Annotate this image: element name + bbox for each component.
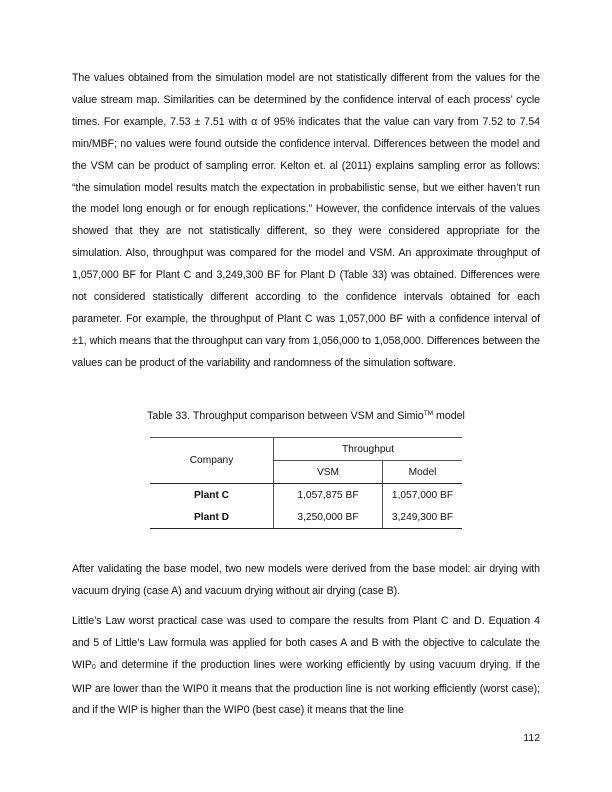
body-text-lower	[72, 559, 540, 722]
header-model: Model	[383, 461, 463, 484]
cell-company: Plant D	[150, 506, 274, 529]
caption-end: model	[433, 410, 465, 422]
cell-model: 3,249,300 BF	[383, 506, 463, 529]
header-throughput: Throughput	[274, 438, 463, 461]
littles-law-text-b: and determine if the production lines were working efficiently by using vacuum drying. If the WIP are lower than the WIP0 it means that the production line is not working efficiently (worst case); and if the WIP is higher than the WIP0 (best case) it means that the line	[72, 658, 540, 717]
littles-law-text-a: Little’s Law worst practical case was used to compare the results from Plant C and D. Equation 4 and 5 of Little’s Law formula was applied for both cases A and B with the objective to calculate the WIP	[72, 614, 540, 671]
paragraph-validation: The values obtained from the simulation model are not statistically different from the values for the value stream map. Similarities can be determined by the confidence interval of each process’ cycle times. For example, 7.53 ± 7.51 with α of 95% indicates that the value can vary from 7.52 to 7.54 min/MBF; no values were found outside the confidence interval. Differences between the model and the VSM can be product of sampling error. Kelton et. al (2011) explains sampling error as follows: “the simulation model results match the expectation in probabilistic sense, but we either haven’t run the model long enough or for enough replications.” However, the confidence intervals of the values showed that they are not statistically different, so they were considered appropriate for the simulation. Also, throughput was compared for the model and VSM. An approximate throughput of 1,057,000 BF for Plant C and 3,249,300 BF for Plant D (Table 33) was obtained. Differences were not considered statistically different according to the confidence intervals obtained for each parameter. For example, the throughput of Plant C was 1,057,000 BF with a confidence interval of ±1, which means that the throughput can vary from 1,056,000 to 1,058,000. Differences between the values can be product of the variability and randomness of the simulation software.	[72, 72, 540, 369]
table-row	[150, 484, 462, 507]
caption-text: Table 33. Throughput comparison between VSM and Simio	[147, 410, 424, 422]
wip-subscript: 0	[91, 663, 96, 671]
cell-vsm: 3,250,000 BF	[274, 506, 383, 529]
paragraph-new-models: After validating the base model, two new models were derived from the base model: air drying with vacuum drying (case A) and vacuum drying without air drying (case B).	[72, 563, 540, 597]
header-vsm: VSM	[274, 461, 383, 484]
cell-model: 1,057,000 BF	[391, 489, 454, 501]
caption-trademark: TM	[423, 410, 434, 417]
throughput-table	[150, 437, 462, 529]
table-caption	[0, 410, 612, 422]
cell-vsm: 1,057,875 BF	[274, 484, 383, 507]
cell-company: Plant C	[150, 484, 274, 507]
page-number: 112	[523, 733, 540, 744]
table-row	[150, 506, 462, 529]
body-text	[72, 68, 540, 375]
header-company: Company	[150, 438, 274, 484]
paragraph-littles-law	[72, 611, 540, 723]
